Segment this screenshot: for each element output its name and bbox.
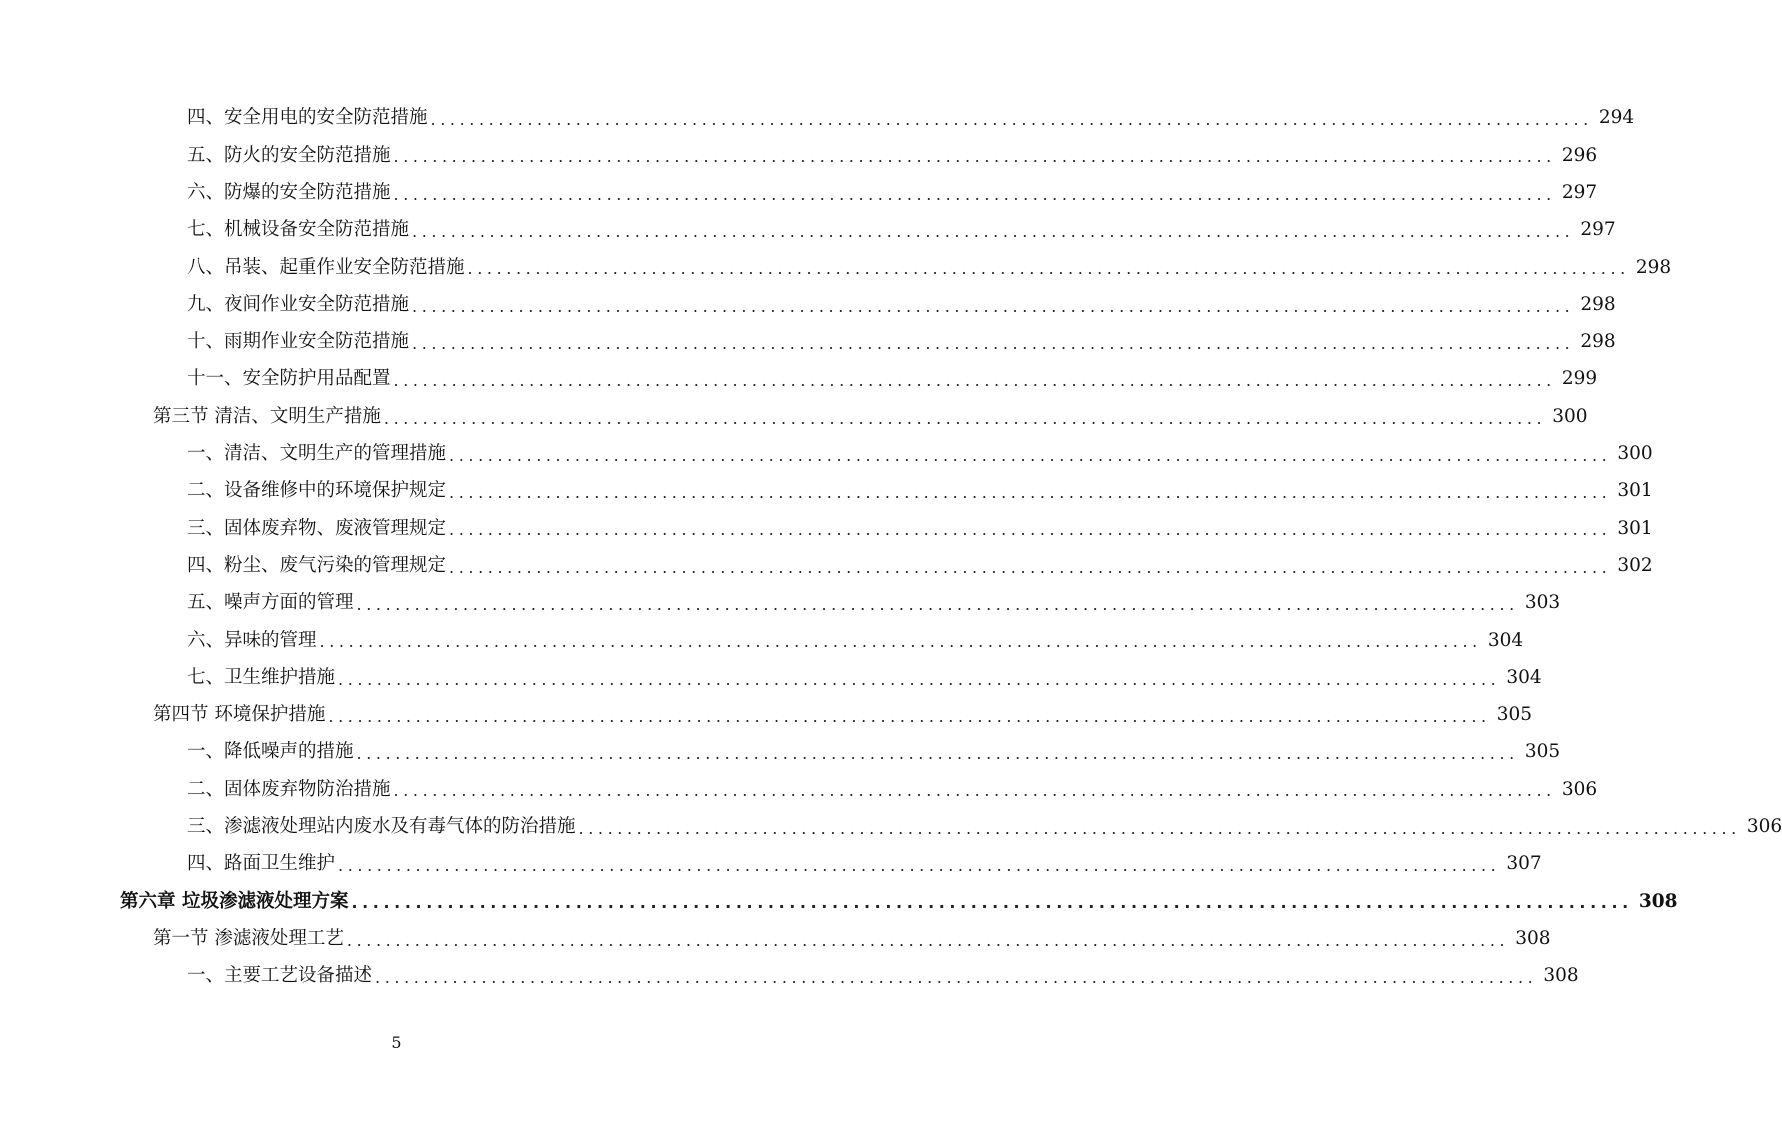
toc-entry-label: 二、设备维修中的环境保护规定 <box>187 482 449 501</box>
dot-leader: ........................................................................................................................ <box>393 781 1556 801</box>
toc-chapter-entry[interactable] <box>0 883 1678 920</box>
toc-entry-label: 六、防爆的安全防范措施 <box>187 184 394 203</box>
toc-entry-label: 第六章 垃圾渗滤液处理方案 <box>120 893 351 912</box>
toc-entry-page: 296 <box>1556 147 1597 166</box>
toc-entry[interactable] <box>0 436 1653 473</box>
toc-entry[interactable] <box>0 809 1782 846</box>
toc-entry[interactable] <box>0 846 1542 883</box>
dot-leader: ........................................................................................................................ <box>430 110 1593 130</box>
toc-entry[interactable] <box>0 212 1616 249</box>
dot-leader: ........................................................................................................................ <box>356 744 1519 764</box>
toc-entry[interactable] <box>0 510 1653 547</box>
toc-entry-label: 第四节 环境保护措施 <box>153 706 328 725</box>
toc-entry-label: 七、机械设备安全防范措施 <box>187 221 412 240</box>
toc-section-entry[interactable] <box>0 697 1533 734</box>
dot-leader: ........................................................................................................................ <box>356 595 1519 614</box>
toc-entry-label: 一、清洁、文明生产的管理措施 <box>187 445 449 464</box>
toc-entry-label: 十一、安全防护用品配置 <box>187 370 394 389</box>
toc-entry[interactable] <box>0 249 1672 286</box>
toc-entry[interactable] <box>0 734 1561 771</box>
toc-entry-page: 308 <box>1633 893 1678 912</box>
toc-entry-page: 303 <box>1519 594 1560 613</box>
toc-entry[interactable] <box>0 286 1616 323</box>
toc-entry-page: 305 <box>1519 743 1560 762</box>
toc-entry-label: 一、主要工艺设备描述 <box>187 967 375 986</box>
dot-leader: ........................................................................................................................ <box>467 259 1630 279</box>
dot-leader: ........................................................................................................................ <box>346 930 1510 950</box>
toc-entry-page: 297 <box>1556 184 1597 203</box>
toc-entry-page: 304 <box>1482 632 1523 651</box>
table-of-contents <box>0 100 1782 995</box>
toc-entry-page: 306 <box>1556 781 1597 800</box>
toc-entry[interactable] <box>0 585 1561 622</box>
dot-leader: ........................................................................................................................ <box>383 408 1547 428</box>
toc-entry-page: 300 <box>1611 445 1652 464</box>
toc-entry[interactable] <box>0 137 1598 174</box>
toc-entry[interactable] <box>0 324 1616 361</box>
toc-entry-label: 二、固体废弃物防治措施 <box>187 781 394 800</box>
toc-entry-page: 298 <box>1574 333 1615 352</box>
toc-entry-label: 八、吊装、起重作业安全防范措施 <box>187 259 468 278</box>
toc-entry[interactable] <box>0 175 1598 212</box>
toc-entry-label: 第三节 清洁、文明生产措施 <box>153 408 384 427</box>
dot-leader: ........................................................................................................................ <box>393 147 1556 167</box>
toc-entry-label: 四、路面卫生维护 <box>187 855 338 874</box>
toc-entry-label: 五、防火的安全防范措施 <box>187 147 394 166</box>
dot-leader: ........................................................................................................................ <box>351 893 1633 913</box>
dot-leader: ........................................................................................................................ <box>338 669 1501 689</box>
toc-entry-page: 301 <box>1611 520 1652 539</box>
toc-entry-page: 300 <box>1546 408 1587 427</box>
dot-leader: ........................................................................................................................ <box>338 856 1501 876</box>
dot-leader: ........................................................................................................................ <box>319 632 1482 652</box>
toc-entry-label: 七、卫生维护措施 <box>187 669 338 688</box>
dot-leader: ........................................................................................................................ <box>393 371 1556 391</box>
toc-entry-label: 三、渗滤液处理站内废水及有毒气体的防治措施 <box>187 818 579 837</box>
dot-leader: ........................................................................................................................ <box>412 333 1575 353</box>
toc-entry-label: 一、降低噪声的措施 <box>187 743 357 762</box>
toc-entry[interactable] <box>0 361 1598 398</box>
toc-entry-page: 304 <box>1500 669 1541 688</box>
dot-leader: ........................................................................................................................ <box>449 483 1612 503</box>
toc-entry[interactable] <box>0 659 1542 696</box>
toc-entry-label: 三、固体废弃物、废液管理规定 <box>187 520 449 539</box>
dot-leader: ........................................................................................................................ <box>412 222 1575 242</box>
toc-entry[interactable] <box>0 100 1635 137</box>
toc-entry[interactable] <box>0 473 1653 510</box>
toc-entry-page: 297 <box>1574 221 1615 240</box>
toc-entry-label: 四、粉尘、废气污染的管理规定 <box>187 557 449 576</box>
toc-entry-label: 四、安全用电的安全防范措施 <box>187 109 431 128</box>
dot-leader: ........................................................................................................................ <box>328 706 1491 726</box>
toc-entry-label: 十、雨期作业安全防范措施 <box>187 333 412 352</box>
toc-entry-label: 五、噪声方面的管理 <box>187 594 357 613</box>
toc-entry-page: 308 <box>1537 967 1578 986</box>
toc-entry-page: 305 <box>1491 706 1532 725</box>
dot-leader: ........................................................................................................................ <box>412 296 1575 316</box>
toc-entry-label: 第一节 渗滤液处理工艺 <box>153 930 347 949</box>
toc-entry-page: 307 <box>1500 855 1541 874</box>
dot-leader: ........................................................................................................................ <box>449 520 1612 540</box>
dot-leader: ........................................................................................................................ <box>375 967 1538 987</box>
toc-entry-page: 294 <box>1593 109 1634 128</box>
toc-entry-page: 298 <box>1574 296 1615 315</box>
toc-entry[interactable] <box>0 771 1598 808</box>
toc-entry-page: 306 <box>1741 818 1782 837</box>
toc-entry-label: 六、异味的管理 <box>187 632 320 651</box>
toc-entry-label: 九、夜间作业安全防范措施 <box>187 296 412 315</box>
page-number: 5 <box>391 1033 402 1052</box>
toc-entry[interactable] <box>0 548 1653 585</box>
toc-entry-page: 298 <box>1630 259 1671 278</box>
toc-section-entry[interactable] <box>0 398 1588 435</box>
toc-entry[interactable] <box>0 958 1579 995</box>
toc-entry-page: 302 <box>1611 557 1652 576</box>
toc-entry-page: 301 <box>1611 482 1652 501</box>
dot-leader: ........................................................................................................................ <box>449 557 1612 577</box>
dot-leader: ........................................................................................................................ <box>449 445 1612 465</box>
toc-entry-page: 308 <box>1509 930 1550 949</box>
toc-entry[interactable] <box>0 622 1524 659</box>
dot-leader: ........................................................................................................................ <box>578 818 1741 838</box>
toc-entry-page: 299 <box>1556 370 1597 389</box>
toc-section-entry[interactable] <box>0 921 1551 958</box>
dot-leader: ........................................................................................................................ <box>393 184 1556 204</box>
